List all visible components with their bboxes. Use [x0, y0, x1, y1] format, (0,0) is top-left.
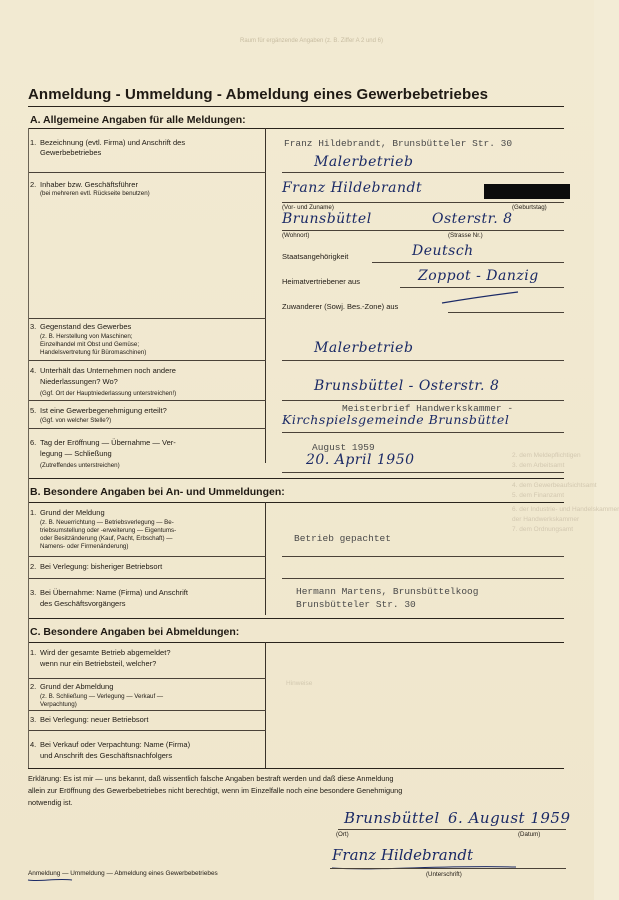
- page-title: Anmeldung - Ummeldung - Abmeldung eines Gewerbebetriebes: [28, 86, 489, 103]
- ghost-line: 5. dem Finanzamt: [512, 492, 565, 499]
- a6-note: (Zutreffendes unterstreichen): [40, 462, 120, 469]
- a2-caption-city: (Wohnort): [282, 232, 310, 239]
- b1-note3: oder Besitzänderung (Kauf, Pacht, Erbschaft) —: [40, 535, 173, 542]
- declaration-rule: [28, 768, 564, 769]
- hand-place: Brunsbüttel: [344, 809, 440, 827]
- ghost-line: der Handwerkskammer: [512, 516, 580, 523]
- a3-note1: (z. B. Herstellung von Maschinen;: [40, 333, 133, 340]
- hand-date: 6. August 1959: [448, 809, 571, 827]
- a2-hand-city: Brunsbüttel: [282, 211, 372, 227]
- a2-caption-street: (Strasse Nr.): [448, 232, 483, 239]
- c1-label: 1. Wird der gesamte Betrieb abgemeldet?: [30, 648, 171, 657]
- b1-note4: Namens- oder Firmenänderung): [40, 543, 129, 550]
- section-b-rule: [28, 502, 564, 503]
- section-c-rule-top: [28, 618, 564, 619]
- section-c-column-divider: [265, 642, 266, 768]
- caption-date: (Datum): [518, 831, 541, 838]
- a1-label: 1. Bezeichnung (evtl. Firma) und Anschrift des: [30, 138, 186, 147]
- a2-expellee-label: Heimatvertriebener aus: [282, 277, 360, 286]
- footer-underline-mark: [26, 876, 74, 884]
- a5-hand-value: Kirchspielsgemeinde Brunsbüttel: [282, 412, 510, 427]
- caption-place: (Ort): [336, 831, 349, 838]
- declaration-line2: allein zur Eröffnung des Gewerbebetriebes nicht berechtigt, wenn im Einzelfalle noch eine besondere Genehmigung: [28, 786, 403, 795]
- section-a-rule: [28, 128, 564, 129]
- redaction-bar: [484, 184, 570, 199]
- declaration-line3: notwendig ist.: [28, 798, 73, 807]
- section-b-column-divider: [265, 502, 266, 615]
- c2-note1: (z. B. Schließung — Verlegung — Verkauf —: [40, 693, 164, 700]
- left-margin-line: [28, 128, 29, 768]
- a2-hand-name: Franz Hildebrandt: [282, 180, 423, 196]
- a6-label-line2: legung — Schließung: [40, 449, 112, 458]
- a2-immigrant-stroke: [440, 290, 522, 306]
- b3-typed2: Brunsbütteler Str. 30: [296, 599, 416, 610]
- a2-expellee-value: Zoppot - Danzig: [418, 268, 539, 284]
- ghost-line: 3. dem Arbeitsamt: [512, 462, 565, 469]
- a3-label: 3. Gegenstand des Gewerbes: [30, 322, 132, 331]
- signature-flourish: [330, 862, 520, 872]
- ghost-line: 6. der Industrie- und Handelskammer: [512, 506, 619, 513]
- a5-note: (Ggf. von welcher Stelle?): [40, 417, 112, 424]
- b3-typed1: Hermann Martens, Brunsbüttelkoog: [296, 586, 479, 597]
- a2-caption-name: (Vor- und Zuname): [282, 204, 334, 211]
- ghost-hinweise: Hinweise: [286, 680, 313, 687]
- a2-immigrant-label: Zuwanderer (Sowj. Bes.-Zone) aus: [282, 302, 399, 311]
- section-c-rule: [28, 642, 564, 643]
- a4-label-line2: Niederlassungen? Wo?: [40, 377, 118, 386]
- a3-hand-value: Malerbetrieb: [314, 340, 414, 356]
- footer-text: Anmeldung — Ummeldung — Abmeldung eines Gewerbebetriebes: [28, 870, 218, 877]
- a4-note: (Ggf. Ort der Hauptniederlassung unterstreichen!): [40, 390, 177, 397]
- title-underline: [28, 106, 564, 107]
- ghost-line: 2. dem Meldepflichtigen: [512, 452, 581, 459]
- c4-label-line2: und Anschrift des Geschäftsnachfolgers: [40, 751, 173, 760]
- a1-typed-address: Franz Hildebrandt, Brunsbütteler Str. 30: [284, 138, 513, 149]
- signature: Franz Hildebrandt: [332, 846, 474, 864]
- b1-typed: Betrieb gepachtet: [294, 533, 391, 544]
- a1-label-line2: Gewerbebetriebes: [40, 148, 102, 157]
- a2-note: (bei mehreren evtl. Rückseite benutzen): [40, 190, 150, 197]
- a3-note3: Handelsvertretung für Büromaschinen): [40, 349, 147, 356]
- a6-typed-date: August 1959: [312, 442, 375, 453]
- section-b-heading: B. Besondere Angaben bei An- und Ummeldungen:: [30, 486, 285, 498]
- section-b-rule-top: [28, 478, 564, 479]
- b3-label: 3. Bei Übernahme: Name (Firma) und Anschrift: [30, 588, 188, 597]
- a2-hand-street: Osterstr. 8: [432, 211, 513, 227]
- c2-note2: Verpachtung): [40, 701, 77, 708]
- a6-label: 6. Tag der Eröffnung — Übernahme — Ver-: [30, 438, 176, 447]
- declaration-line1: Erklärung: Es ist mir — uns bekannt, daß wissentlich falsche Angaben bestraft werden und daß diese Anmeldung: [28, 774, 394, 783]
- a1-hand-business: Malerbetrieb: [314, 154, 414, 170]
- a2-nat-value: Deutsch: [412, 243, 474, 259]
- caption-signature: (Unterschrift): [426, 871, 462, 878]
- a5-label: 5. Ist eine Gewerbegenehmigung erteilt?: [30, 406, 167, 415]
- ghost-line: 7. dem Ordnungsamt: [512, 526, 574, 533]
- a2-nat-label: Staatsangehörigkeit: [282, 252, 349, 261]
- section-a-column-divider: [265, 128, 266, 463]
- b1-note1: (z. B. Neuerrichtung — Betriebsverlegung — Be-: [40, 519, 174, 526]
- section-a-heading: A. Allgemeine Angaben für alle Meldungen:: [30, 114, 246, 126]
- a2-label: 2. Inhaber bzw. Geschäftsführer: [30, 180, 138, 189]
- header-note: Raum für ergänzende Angaben (z. B. Ziffer A 2 und 6): [240, 38, 383, 44]
- b1-label: 1. Grund der Meldung: [30, 508, 105, 517]
- a6-hand-date: 20. April 1950: [306, 452, 415, 468]
- a3-note2: Einzelhandel mit Obst und Gemüse;: [40, 341, 140, 348]
- a5-typed: Meisterbrief Handwerkskammer -: [342, 403, 514, 414]
- b3-label-line2: des Geschäftsvorgängers: [40, 599, 126, 608]
- b1-note2: triebsumstellung oder -erweiterung — Eigentums-: [40, 527, 177, 534]
- a4-label: 4. Unterhält das Unternehmen noch andere: [30, 366, 176, 375]
- c1-label-line2: wenn nur ein Betriebsteil, welcher?: [40, 659, 157, 668]
- c3-label: 3. Bei Verlegung: neuer Betriebsort: [30, 715, 149, 724]
- a2-caption-birth: (Geburtstag): [512, 204, 547, 211]
- section-c-heading: C. Besondere Angaben bei Abmeldungen:: [30, 626, 240, 638]
- a4-hand-value: Brunsbüttel - Osterstr. 8: [314, 378, 500, 394]
- b2-label: 2. Bei Verlegung: bisheriger Betriebsort: [30, 562, 163, 571]
- c4-label: 4. Bei Verkauf oder Verpachtung: Name (Firma): [30, 740, 191, 749]
- ghost-line: 4. dem Gewerbeaufsichtsamt: [512, 482, 597, 489]
- c2-label: 2. Grund der Abmeldung: [30, 682, 114, 691]
